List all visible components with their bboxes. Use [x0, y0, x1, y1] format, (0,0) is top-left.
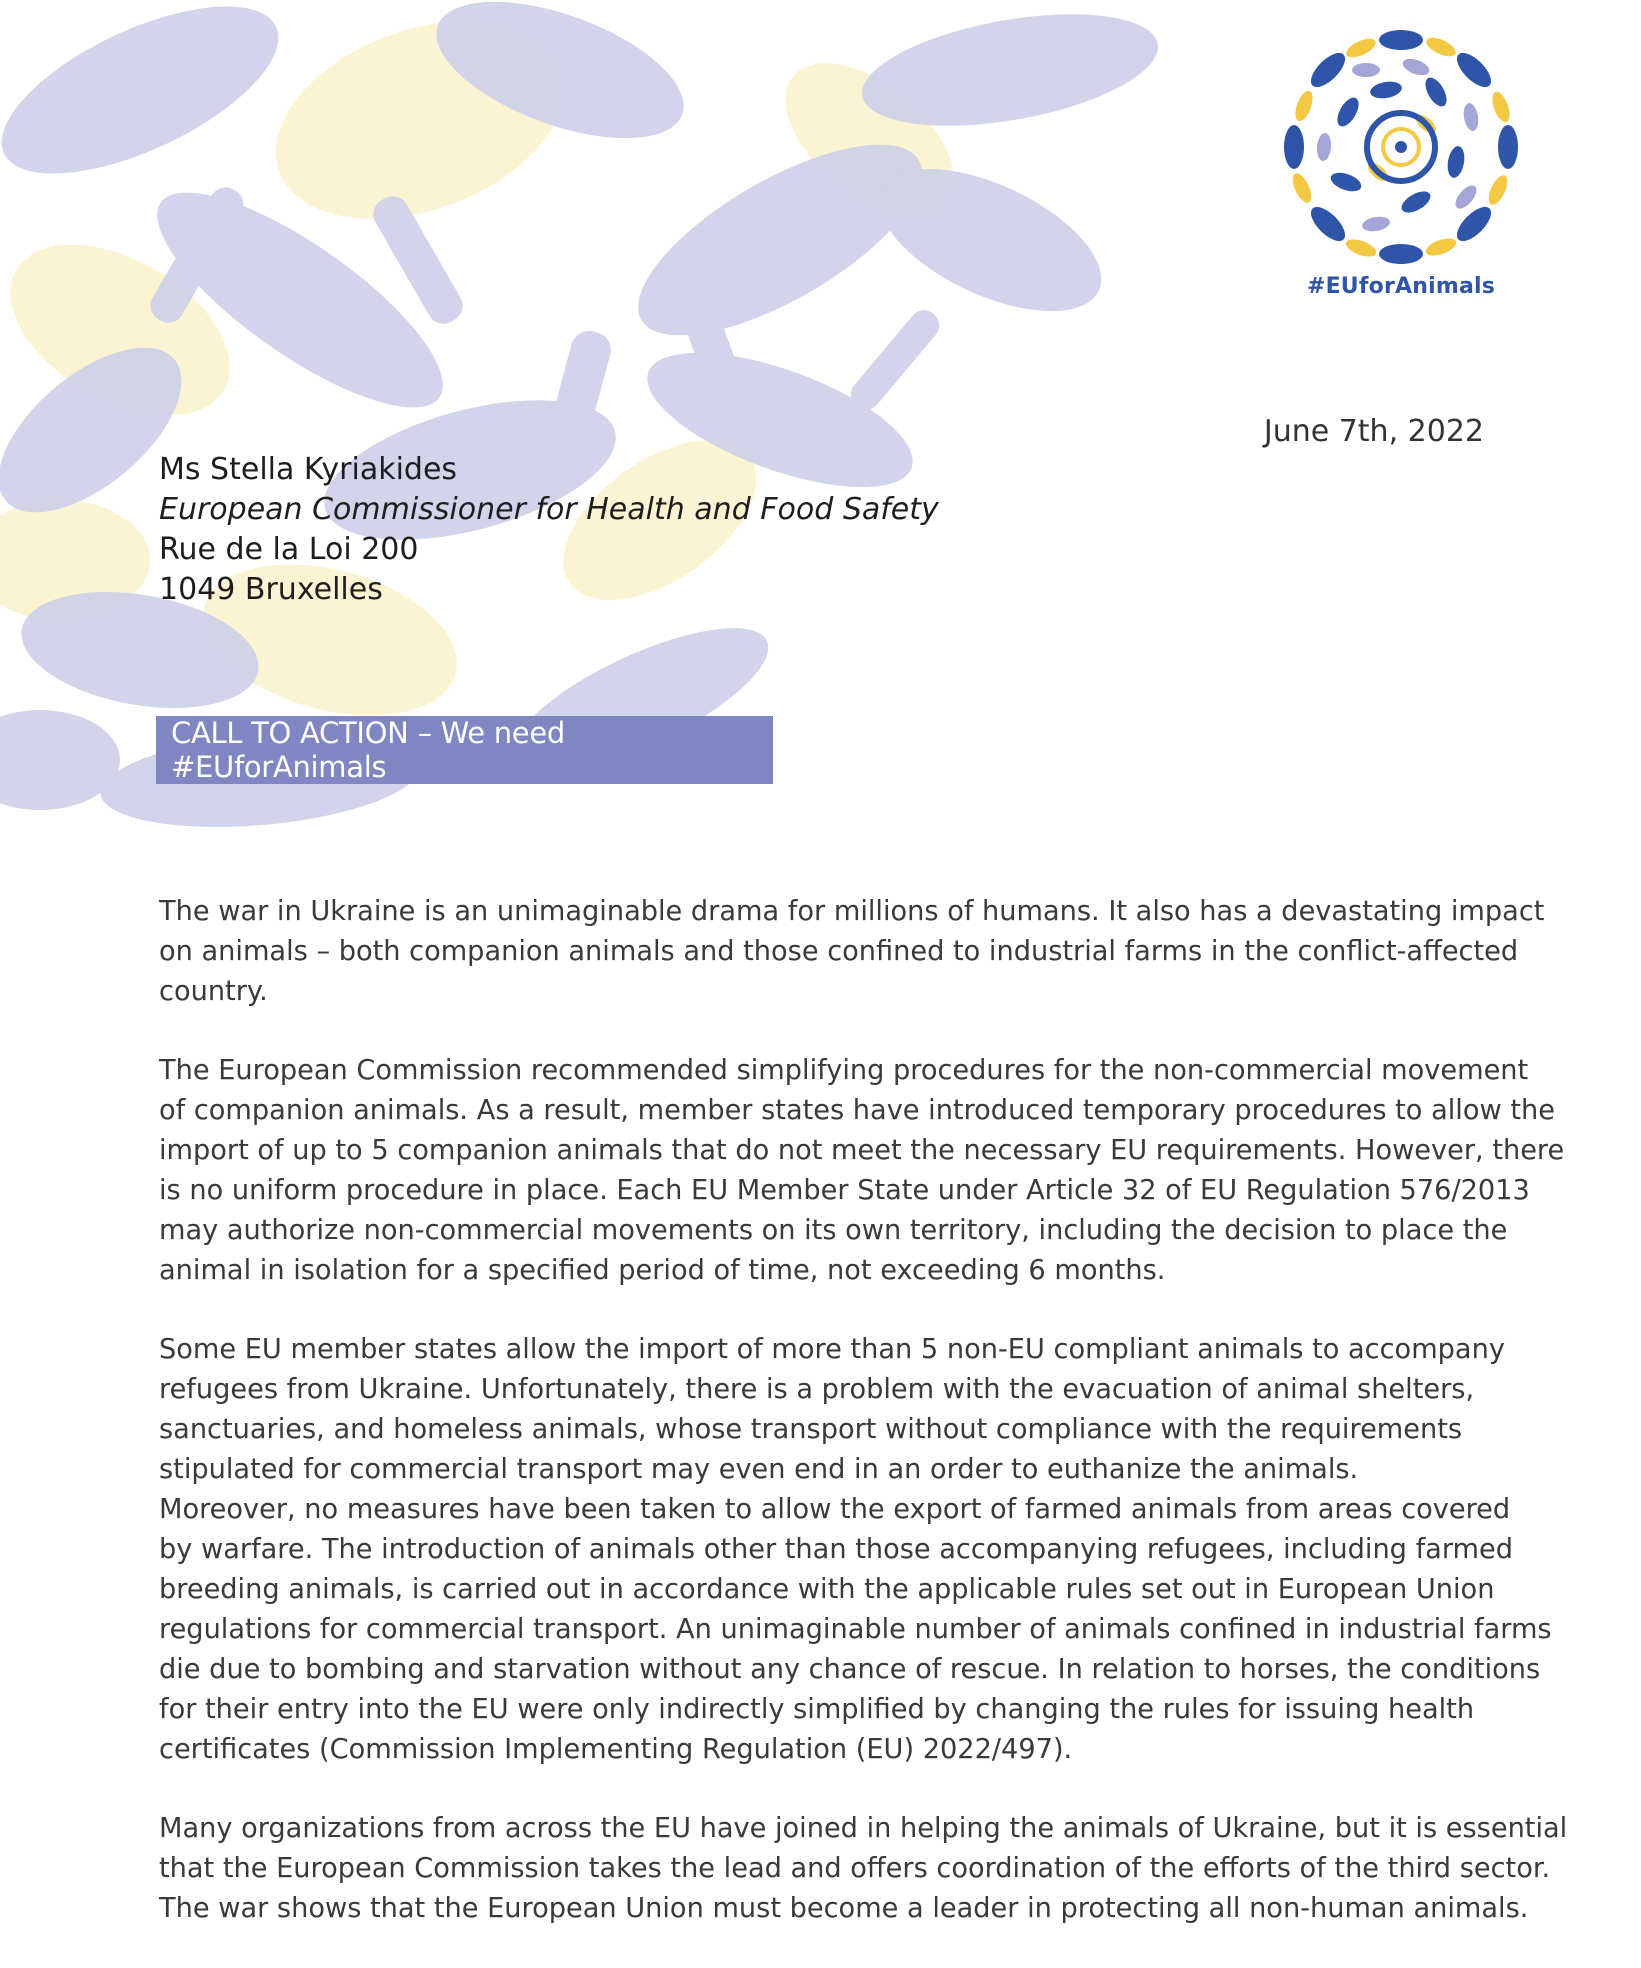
paragraph-line: refugees from Ukraine. Unfortunately, there is a problem with the evacuation of animal shelters, [159, 1374, 1475, 1405]
paragraph-line: stipulated for commercial transport may even end in an order to euthanize the animals. [159, 1454, 1359, 1485]
paragraph-line: by warfare. The introduction of animals other than those accompanying refugees, including farmed [159, 1534, 1513, 1565]
paragraph-line: regulations for commercial transport. An unimaginable number of animals confined in industrial farms [159, 1614, 1552, 1645]
paragraph-line: country. [159, 976, 268, 1007]
letter-date: June 7th, 2022 [1263, 414, 1484, 449]
paragraph-line: of companion animals. As a result, member states have introduced temporary procedures to allow the [159, 1095, 1555, 1126]
recipient-address [159, 450, 939, 610]
paragraph-line: Many organizations from across the EU have joined in helping the animals of Ukraine, but it is essential [159, 1813, 1568, 1844]
recipient-street: Rue de la Loi 200 [159, 532, 419, 567]
paragraph-line: breeding animals, is carried out in accordance with the applicable rules set out in European Union [159, 1574, 1495, 1605]
paragraph [159, 1330, 1552, 1770]
recipient-name: Ms Stella Kyriakides [159, 452, 458, 487]
paragraph-line: animal in isolation for a specified period of time, not exceeding 6 months. [159, 1255, 1166, 1286]
paragraph-line: sanctuaries, and homeless animals, whose transport without compliance with the requirements [159, 1414, 1463, 1445]
cta-banner-text: CALL TO ACTION – We need #EUforAnimals [171, 716, 565, 784]
letter-body [159, 892, 1568, 1968]
animal-mandala-logo-icon [1266, 12, 1536, 282]
paragraph-line: for their entry into the EU were only indirectly simplified by changing the rules for issuing health [159, 1694, 1475, 1725]
paragraph [159, 1809, 1568, 1929]
paragraph-line: may authorize non-commercial movements on its own territory, including the decision to place the [159, 1215, 1508, 1246]
cta-banner [156, 716, 773, 784]
logo-caption: #EUforAnimals [1306, 274, 1496, 299]
logo [1266, 12, 1536, 299]
paragraph-line: import of up to 5 companion animals that do not meet the necessary EU requirements. However, there [159, 1135, 1565, 1166]
recipient-title: European Commissioner for Health and Food Safety [159, 492, 939, 527]
paragraph-line: The war in Ukraine is an unimaginable drama for millions of humans. It also has a devastating impact [159, 896, 1545, 927]
paragraph-line: The war shows that the European Union must become a leader in protecting all non-human animals. [159, 1893, 1529, 1924]
paragraph [159, 892, 1545, 1012]
paragraph-line: is no uniform procedure in place. Each EU Member State under Article 32 of EU Regulation 576/2013 [159, 1175, 1530, 1206]
paragraph-line: that the European Commission takes the lead and offers coordination of the efforts of the third sector. [159, 1853, 1551, 1884]
paragraph-line: on animals – both companion animals and those confined to industrial farms in the conflict-affected [159, 936, 1519, 967]
paragraph-line: die due to bombing and starvation without any chance of rescue. In relation to horses, the conditions [159, 1654, 1541, 1685]
paragraph [159, 1051, 1565, 1291]
paragraph-line: The European Commission recommended simplifying procedures for the non-commercial movement [159, 1055, 1529, 1086]
paragraph-line: Moreover, no measures have been taken to allow the export of farmed animals from areas covered [159, 1494, 1511, 1525]
paragraph-line: certificates (Commission Implementing Regulation (EU) 2022/497). [159, 1734, 1073, 1765]
paragraph-line: Some EU member states allow the import of more than 5 non-EU compliant animals to accompany [159, 1334, 1505, 1365]
recipient-city: 1049 Bruxelles [159, 572, 383, 607]
